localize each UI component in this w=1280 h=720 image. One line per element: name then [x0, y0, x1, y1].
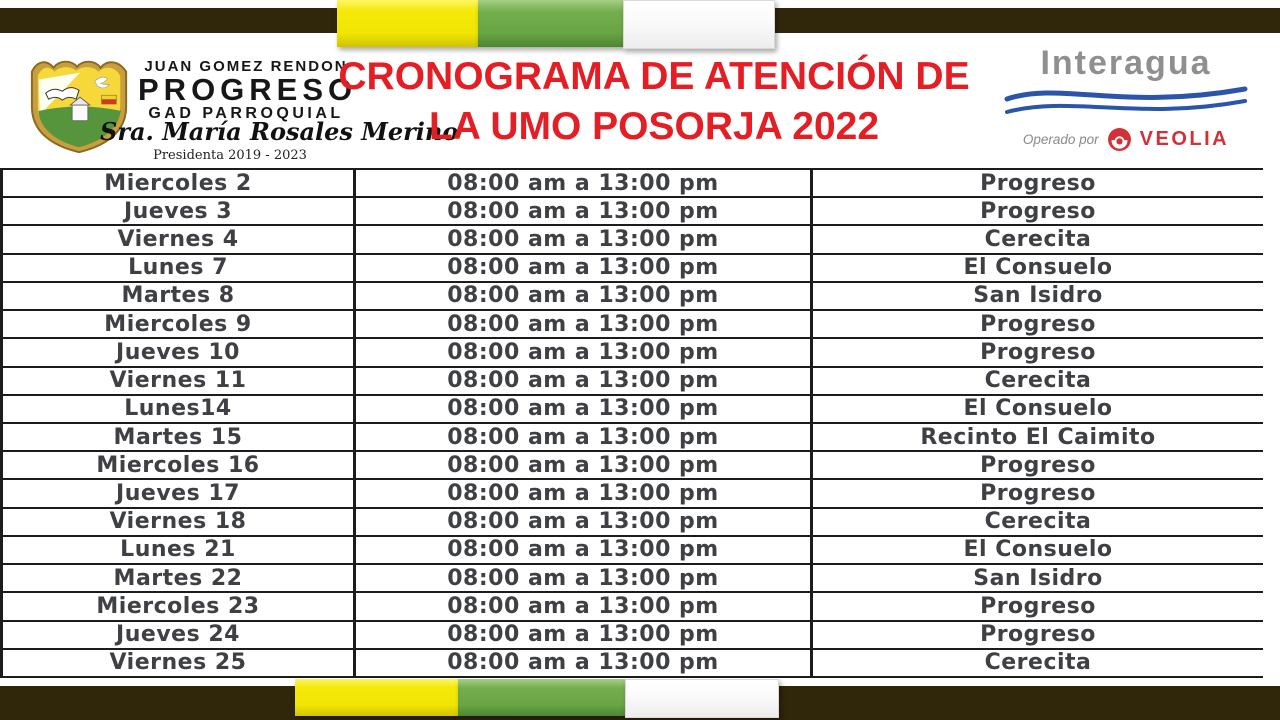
table-row [3, 198, 1263, 226]
cell-day: Lunes 7 [128, 255, 228, 281]
cell-location: Progreso [810, 311, 1263, 337]
cell-time: 08:00 am a 13:00 pm [353, 650, 810, 676]
cell-time: 08:00 am a 13:00 pm [353, 198, 810, 224]
interagua-waves-icon [1001, 83, 1251, 119]
cell-time: 08:00 am a 13:00 pm [353, 396, 810, 422]
top-white-bar [623, 0, 775, 49]
cell-time: 08:00 am a 13:00 pm [353, 339, 810, 365]
cell-time: 08:00 am a 13:00 pm [353, 537, 810, 563]
gad-president-term: Presidenta 2019 - 2023 [153, 148, 307, 163]
cell-location: Cerecita [810, 368, 1263, 394]
cell-time: 08:00 am a 13:00 pm [353, 622, 810, 648]
table-row [3, 170, 1263, 198]
cell-time: 08:00 am a 13:00 pm [353, 480, 810, 506]
table-row [3, 593, 1263, 621]
gad-org-line3: GAD PARROQUIAL [148, 105, 344, 122]
top-green-bar [478, 0, 623, 47]
table-row [3, 509, 1263, 537]
table-row [3, 396, 1263, 424]
cell-time: 08:00 am a 13:00 pm [353, 565, 810, 591]
cell-day: Miercoles 9 [104, 311, 252, 337]
cell-time: 08:00 am a 13:00 pm [353, 311, 810, 337]
table-row [3, 311, 1263, 339]
table-row [3, 480, 1263, 508]
cell-location: San Isidro [810, 283, 1263, 309]
cell-location: El Consuelo [810, 255, 1263, 281]
cell-location: El Consuelo [810, 537, 1263, 563]
operated-by-label: Operado por [1022, 132, 1099, 147]
cell-day: Jueves 3 [123, 198, 233, 224]
cell-day: Miercoles 16 [96, 452, 260, 478]
table-row [3, 565, 1263, 593]
cell-time: 08:00 am a 13:00 pm [353, 509, 810, 535]
interagua-wordmark: Interagua [1040, 44, 1212, 82]
cell-day: Martes 22 [113, 565, 243, 591]
table-row [3, 537, 1263, 565]
cell-location: Progreso [810, 339, 1263, 365]
table-row [3, 452, 1263, 480]
cell-location: Progreso [810, 170, 1263, 196]
cell-day: Miercoles 2 [104, 170, 252, 196]
bottom-green-bar [458, 679, 625, 716]
cell-day: Jueves 24 [116, 622, 240, 648]
cell-location: Progreso [810, 480, 1263, 506]
cell-day: Viernes 25 [109, 650, 247, 676]
cell-location: Progreso [810, 198, 1263, 224]
table-row [3, 424, 1263, 452]
cell-location: El Consuelo [810, 396, 1263, 422]
page-title-line1: CRONOGRAMA DE ATENCIÓN DE [338, 55, 970, 98]
cell-time: 08:00 am a 13:00 pm [353, 368, 810, 394]
page-title-line2: LA UMO POSORJA 2022 [428, 105, 880, 148]
page-title [318, 52, 990, 152]
gad-org-line2: PROGRESO [138, 72, 358, 107]
cell-day: Jueves 17 [116, 481, 240, 507]
cell-day: Viernes 11 [109, 368, 247, 394]
veolia-wordmark: VEOLIA [1139, 128, 1230, 150]
cell-location: San Isidro [810, 565, 1263, 591]
cell-time: 08:00 am a 13:00 pm [353, 283, 810, 309]
cell-day: Miercoles 23 [96, 593, 260, 619]
cell-location: Progreso [810, 452, 1263, 478]
cell-day: Viernes 4 [117, 227, 239, 253]
bottom-white-bar [625, 679, 779, 718]
table-row [3, 226, 1263, 254]
schedule-table [0, 168, 1263, 678]
bottom-yellow-bar [295, 679, 458, 716]
cell-time: 08:00 am a 13:00 pm [353, 424, 810, 450]
cell-day: Lunes14 [124, 396, 232, 422]
cell-location: Progreso [810, 622, 1263, 648]
top-yellow-bar [337, 0, 478, 47]
cell-day: Martes 15 [113, 424, 243, 450]
table-row [3, 283, 1263, 311]
table-row [3, 650, 1263, 678]
cell-day: Jueves 10 [116, 339, 240, 365]
gad-president-name: Sra. María Rosales Merino [100, 117, 459, 146]
cell-location: Cerecita [810, 650, 1263, 676]
cell-time: 08:00 am a 13:00 pm [353, 255, 810, 281]
interagua-logo [990, 44, 1262, 152]
table-row [3, 368, 1263, 396]
cell-time: 08:00 am a 13:00 pm [353, 170, 810, 196]
table-row [3, 339, 1263, 367]
cell-day: Viernes 18 [109, 509, 247, 535]
cell-time: 08:00 am a 13:00 pm [353, 452, 810, 478]
cell-location: Progreso [810, 593, 1263, 619]
cell-location: Cerecita [810, 226, 1263, 252]
cell-time: 08:00 am a 13:00 pm [353, 226, 810, 252]
gad-org-line1: JUAN GOMEZ RENDON [144, 58, 348, 75]
cell-location: Cerecita [810, 509, 1263, 535]
cell-day: Martes 8 [121, 283, 235, 309]
table-row [3, 622, 1263, 650]
cell-time: 08:00 am a 13:00 pm [353, 593, 810, 619]
cell-day: Lunes 21 [120, 537, 236, 563]
cell-location: Recinto El Caimito [810, 424, 1263, 450]
table-row [3, 255, 1263, 283]
veolia-icon [1107, 127, 1132, 152]
